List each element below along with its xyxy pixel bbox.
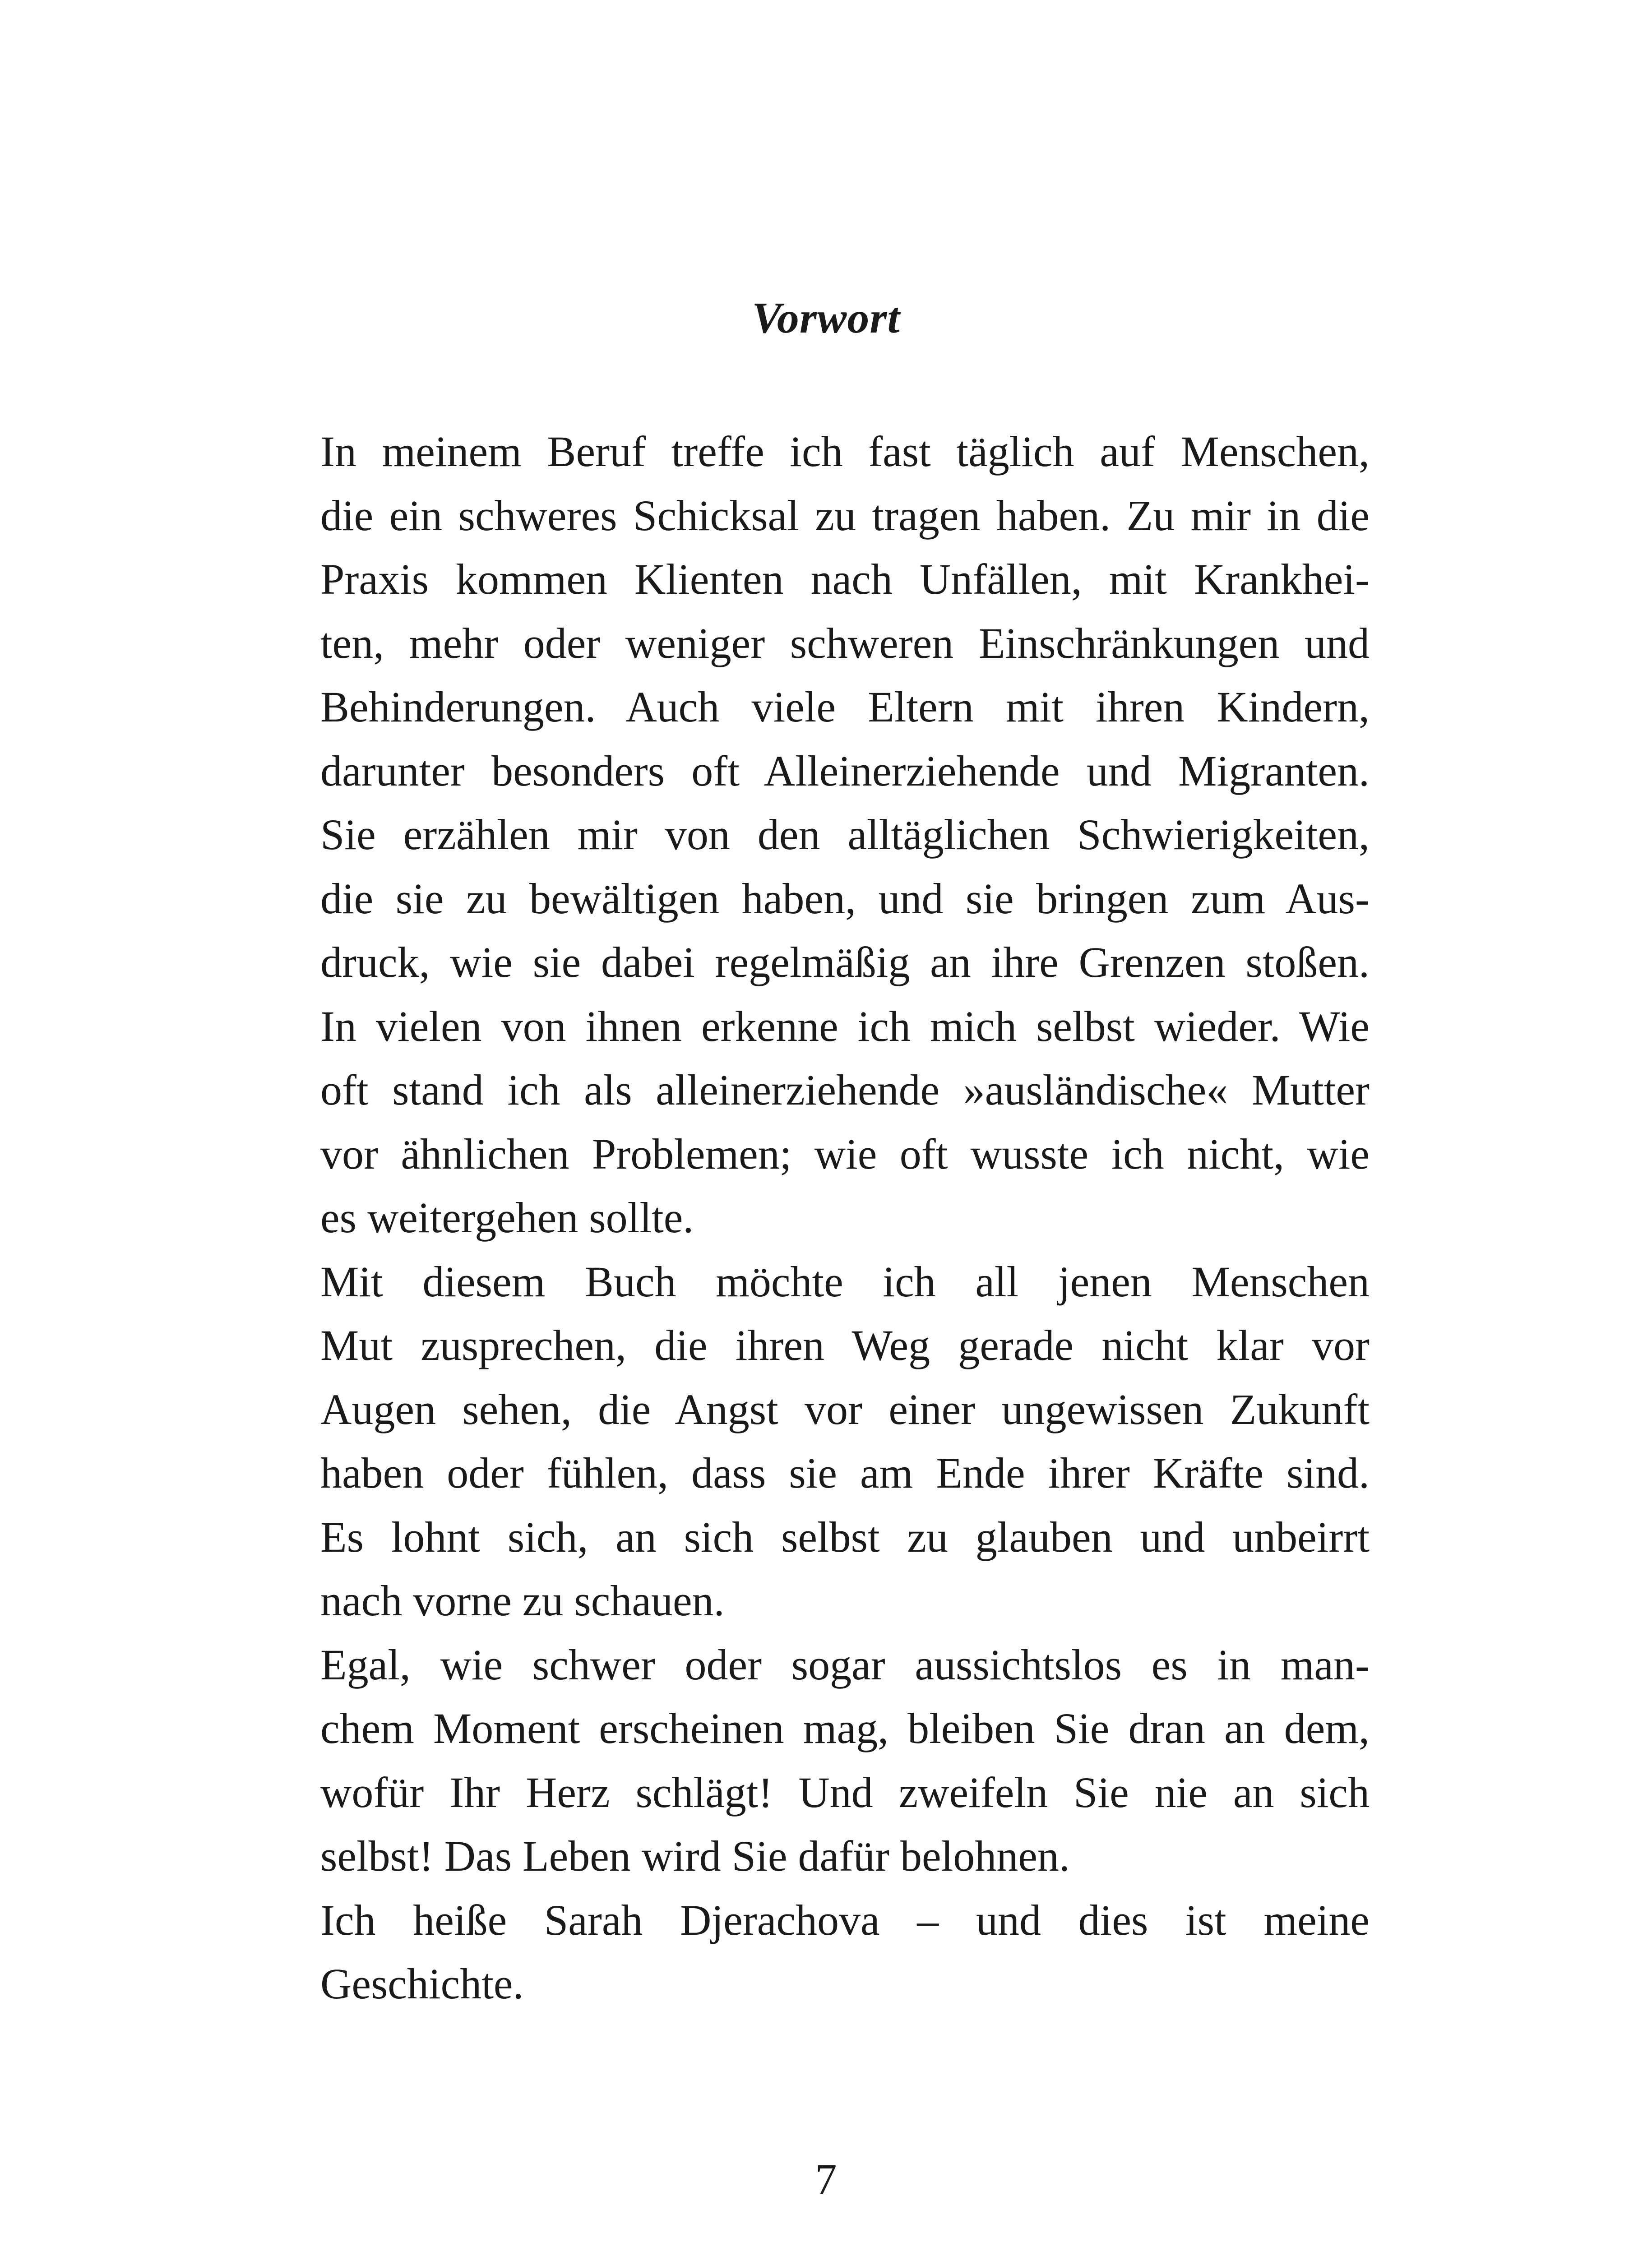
page-number: 7 [815,2155,837,2203]
text-line: chem Moment erscheinen mag, bleiben Sie dran an dem, [320,1704,1370,1752]
text-line: Augen sehen, die Angst vor einer ungewissen Zukunft [320,1385,1370,1433]
text-line: Ich heiße Sarah Djerachova – und dies ist meine [320,1895,1370,1944]
paragraph-5 [246,1888,1370,2016]
text-line: darunter besonders oft Alleinerziehende und Migranten. [320,746,1370,795]
text-line: Praxis kommen Klienten nach Unfällen, mit Krankhei- [320,555,1370,603]
text-line: die ein schweres Schicksal zu tragen haben. Zu mir in die [320,491,1370,540]
text-line: Sie erzählen mir von den alltäglichen Schwierigkeiten, [320,810,1370,859]
text-line: Mit diesem Buch möchte ich all jenen Menschen [320,1257,1370,1306]
text-line: selbst! Das Leben wird Sie dafür belohnen. [320,1832,1070,1880]
text-line: die sie zu bewältigen haben, und sie bringen zum Aus- [320,874,1370,923]
text-line: oft stand ich als alleinerziehende »ausländische« Mutter [320,1066,1370,1114]
text-line: nach vorne zu schauen. [320,1576,725,1625]
text-line: es weitergehen sollte. [320,1193,694,1242]
text-line: Geschichte. [320,1960,524,2008]
paragraph-1 [246,420,1370,803]
text-line: Mut zusprechen, die ihren Weg gerade nicht klar vor [320,1321,1370,1369]
text-line: Egal, wie schwer oder sogar aussichtslos es in man- [320,1640,1370,1689]
text-line: In meinem Beruf treffe ich fast täglich auf Menschen, [320,427,1370,476]
text-line: haben oder fühlen, dass sie am Ende ihrer Kräfte sind. [320,1449,1370,1497]
paragraph-4 [246,1633,1370,1888]
text-line: Es lohnt sich, an sich selbst zu glauben und unbeirrt [320,1512,1370,1561]
text-line: wofür Ihr Herz schlägt! Und zweifeln Sie nie an sich [320,1768,1370,1817]
body-text [246,420,1370,2016]
paragraph-3 [246,1250,1370,1633]
chapter-title: Vorwort [752,294,900,342]
text-line: vor ähnlichen Problemen; wie oft wusste ich nicht, wie [320,1129,1370,1178]
text-line: Behinderungen. Auch viele Eltern mit ihren Kindern, [320,683,1370,731]
text-line: In vielen von ihnen erkenne ich mich selbst wieder. Wie [320,1002,1370,1050]
paragraph-2 [246,803,1370,1250]
text-line: ten, mehr oder weniger schweren Einschränkungen und [320,619,1370,667]
text-line: druck, wie sie dabei regelmäßig an ihre Grenzen stoßen. [320,938,1370,986]
